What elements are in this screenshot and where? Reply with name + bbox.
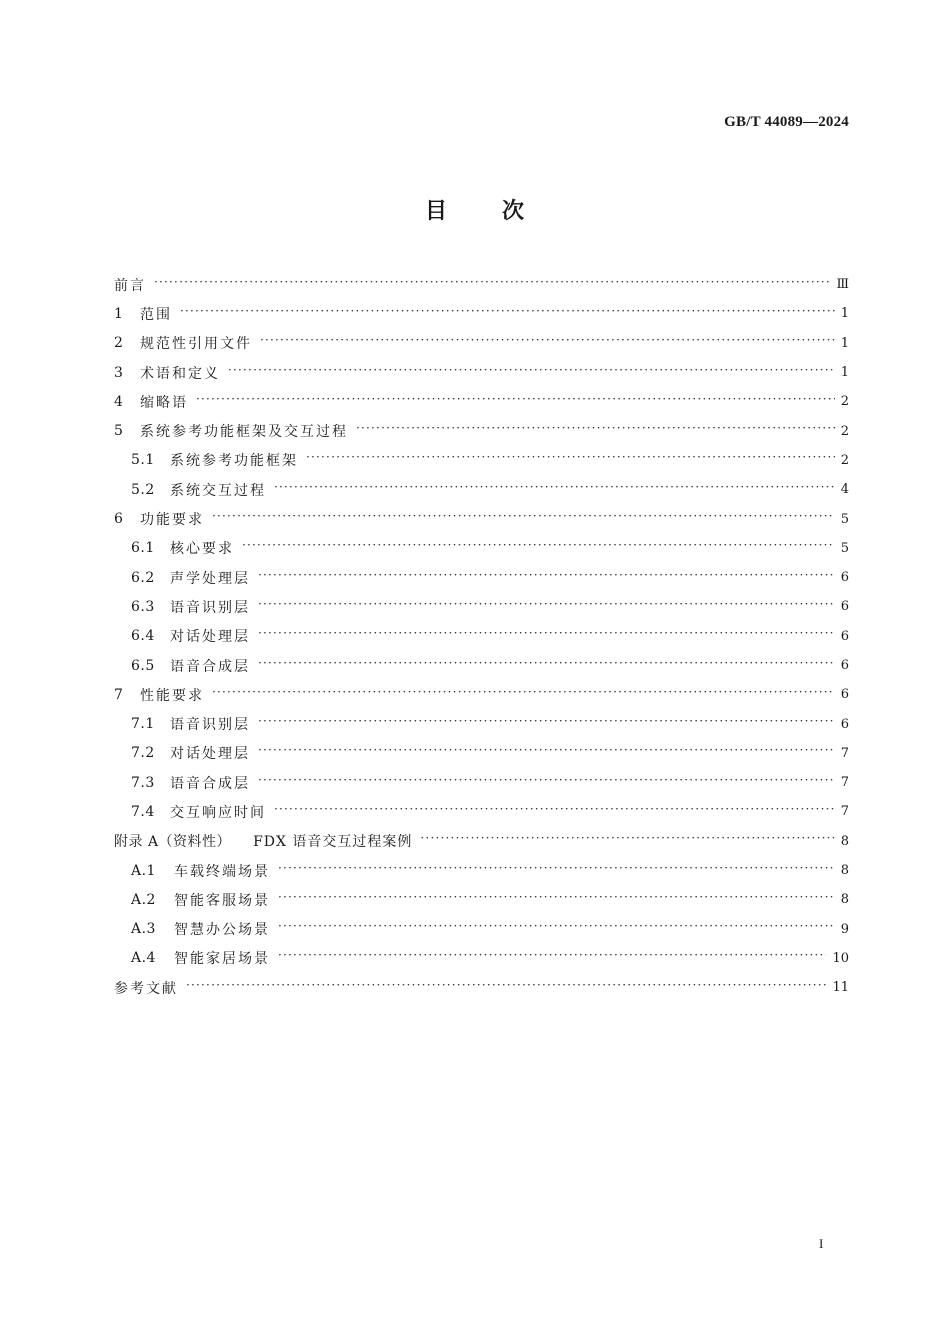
toc-entry-page: 2 <box>840 423 849 439</box>
toc-entry-number: 1 <box>114 305 124 322</box>
toc-entry-page: 2 <box>840 452 849 468</box>
toc-entry-number: 5.2 <box>131 481 155 498</box>
toc-leader-dots <box>242 541 835 555</box>
toc-entry-page: 7 <box>840 804 849 820</box>
toc-leader-dots <box>306 453 835 467</box>
toc-leader-dots <box>258 746 835 760</box>
toc-title-right: 次 <box>502 199 526 224</box>
toc-entry-7[interactable] <box>114 680 849 709</box>
toc-entry-text: 智能家居场景 <box>174 951 270 968</box>
toc-entry-page: 6 <box>840 716 849 732</box>
toc-entry-5-1[interactable] <box>114 446 849 475</box>
toc-entry-page: 5 <box>840 511 849 527</box>
toc-entry-page: 8 <box>840 892 849 908</box>
toc-entry-2[interactable] <box>114 329 849 358</box>
toc-entry-number: 7.3 <box>131 774 155 791</box>
toc-entry-number: 6.2 <box>131 569 155 586</box>
toc-entry-number: 4 <box>114 393 124 410</box>
toc-entry-number: 3 <box>114 364 124 381</box>
toc-entry-6-2[interactable] <box>114 563 849 592</box>
toc-entry-text: 术语和定义 <box>140 365 220 382</box>
toc-entry-a-1[interactable] <box>114 856 849 885</box>
toc-leader-dots <box>154 278 830 292</box>
toc-leader-dots <box>278 893 835 907</box>
toc-leader-dots <box>356 424 835 438</box>
toc-entry-text: 声学处理层 <box>170 570 250 587</box>
toc-entry-page: 5 <box>840 540 849 556</box>
toc-entry-number: A.2 <box>131 891 156 908</box>
toc-leader-dots <box>420 834 834 848</box>
toc-entry-7-1[interactable] <box>114 709 849 738</box>
toc-entry-a-3[interactable] <box>114 915 849 944</box>
toc-entry-page: 6 <box>840 599 849 615</box>
toc-entry-a-2[interactable] <box>114 885 849 914</box>
toc-entry-page: 1 <box>840 365 849 381</box>
toc-entry-text: 核心要求 <box>170 541 234 558</box>
toc-leader-dots <box>212 688 835 702</box>
standard-number: GB/T 44089—2024 <box>724 114 849 130</box>
toc-entry-page: 6 <box>840 658 849 673</box>
toc-entry-text: 车载终端场景 <box>174 863 270 880</box>
toc-entry-text: 对话处理层 <box>170 629 250 646</box>
toc-entry-number: 7 <box>114 686 124 703</box>
toc-entry-page: 2 <box>840 394 849 410</box>
toc-leader-dots <box>274 805 835 819</box>
toc-entry-text: 交互响应时间 <box>170 804 266 821</box>
toc-entry-number: 5.1 <box>131 452 155 469</box>
toc-leader-dots <box>260 336 835 350</box>
page-number: I <box>819 1236 824 1251</box>
toc-entry-page: 8 <box>840 863 849 879</box>
toc-entry-1[interactable] <box>114 299 849 328</box>
toc-entry-number: A.3 <box>131 921 156 938</box>
toc-entry-number: 7.4 <box>131 803 155 820</box>
toc-entry-6-4[interactable] <box>114 622 849 651</box>
toc-title-left: 目 <box>424 199 448 224</box>
toc-entry-foreword[interactable] <box>114 270 849 299</box>
toc-leader-dots <box>274 483 835 497</box>
toc-appendix-heading <box>114 831 418 851</box>
toc-entry-text: 语音识别层 <box>170 717 250 734</box>
toc-title <box>0 194 950 225</box>
toc-entry-page: 10 <box>832 950 849 966</box>
toc-entry-7-2[interactable] <box>114 739 849 768</box>
toc-entry-4[interactable] <box>114 387 849 416</box>
toc-entry-page: 6 <box>840 687 849 703</box>
toc-entry-7-3[interactable] <box>114 768 849 797</box>
toc-entry-references[interactable] <box>114 973 849 1002</box>
toc-entry-6-3[interactable] <box>114 592 849 621</box>
toc-leader-dots <box>212 512 835 526</box>
toc-entry-text: 前言 <box>114 277 146 294</box>
toc-entry-text: 智能客服场景 <box>174 892 270 909</box>
toc-entry-number: 7.1 <box>131 716 155 733</box>
toc-appendix-title: FDX 语音交互过程案例 <box>253 834 413 851</box>
toc-entry-number: 5 <box>114 423 124 440</box>
toc-entry-page: 8 <box>840 833 849 849</box>
toc-entry-page: 9 <box>840 921 849 937</box>
toc-entry-text: 系统参考功能框架 <box>170 453 298 470</box>
toc-entry-6[interactable] <box>114 504 849 533</box>
toc-entry-number: 6.5 <box>131 657 155 674</box>
toc-leader-dots <box>278 922 835 936</box>
toc-leader-dots <box>258 717 835 731</box>
toc-leader-dots <box>258 571 835 585</box>
toc-entry-number: 6.4 <box>131 628 155 645</box>
toc-entry-page: 7 <box>840 775 849 791</box>
toc-leader-dots <box>258 629 835 643</box>
toc-entry-page: 6 <box>840 628 849 644</box>
toc-entry-page: 4 <box>840 482 849 498</box>
toc-entry-5-2[interactable] <box>114 475 849 504</box>
toc-leader-dots <box>186 981 826 995</box>
toc-entry-text: 智慧办公场景 <box>174 922 270 939</box>
toc-leader-dots <box>258 776 835 790</box>
table-of-contents <box>114 270 849 1002</box>
toc-entry-text: 参考文献 <box>114 980 178 997</box>
toc-entry-text: 语音合成层 <box>170 658 250 675</box>
toc-leader-dots <box>196 395 835 409</box>
toc-entry-text: 规范性引用文件 <box>140 336 252 353</box>
toc-entry-5[interactable] <box>114 416 849 445</box>
toc-entry-number: A.4 <box>131 950 156 967</box>
toc-entry-7-4[interactable] <box>114 797 849 826</box>
toc-entry-text: 功能要求 <box>140 512 204 529</box>
toc-entry-text: 系统交互过程 <box>170 482 266 499</box>
toc-leader-dots <box>258 659 835 673</box>
toc-entry-a-4[interactable] <box>114 944 849 973</box>
toc-entry-number: A.1 <box>131 862 156 879</box>
toc-entry-page: 7 <box>840 745 849 761</box>
toc-entry-appendix-a[interactable] <box>114 827 849 856</box>
toc-leader-dots <box>228 366 835 380</box>
toc-entry-number: 6.1 <box>131 540 155 557</box>
toc-entry-text: 缩略语 <box>140 394 188 411</box>
toc-entry-number: 6 <box>114 511 124 528</box>
toc-entry-number: 6.3 <box>131 598 155 615</box>
toc-entry-text: 语音识别层 <box>170 599 250 616</box>
toc-entry-6-5[interactable] <box>114 651 849 680</box>
toc-leader-dots <box>180 307 835 321</box>
toc-entry-number: 2 <box>114 335 124 352</box>
toc-entry-page: 1 <box>840 306 849 322</box>
toc-entry-text: 性能要求 <box>140 687 204 704</box>
toc-entry-number: 7.2 <box>131 745 155 762</box>
toc-entry-text: 范围 <box>140 306 172 323</box>
toc-leader-dots <box>278 864 835 878</box>
toc-entry-text: 系统参考功能框架及交互过程 <box>140 424 348 441</box>
toc-entry-3[interactable] <box>114 358 849 387</box>
toc-leader-dots <box>278 951 826 965</box>
toc-leader-dots <box>258 600 835 614</box>
toc-entry-text: 语音合成层 <box>170 775 250 792</box>
toc-entry-page: 1 <box>840 335 849 351</box>
toc-entry-page: 6 <box>840 570 849 586</box>
toc-entry-page: Ⅲ <box>836 277 849 293</box>
toc-entry-page: 11 <box>832 980 849 996</box>
toc-entry-6-1[interactable] <box>114 534 849 563</box>
toc-entry-text: 对话处理层 <box>170 746 250 763</box>
toc-appendix-label: 附录 A（资料性） <box>114 834 232 851</box>
